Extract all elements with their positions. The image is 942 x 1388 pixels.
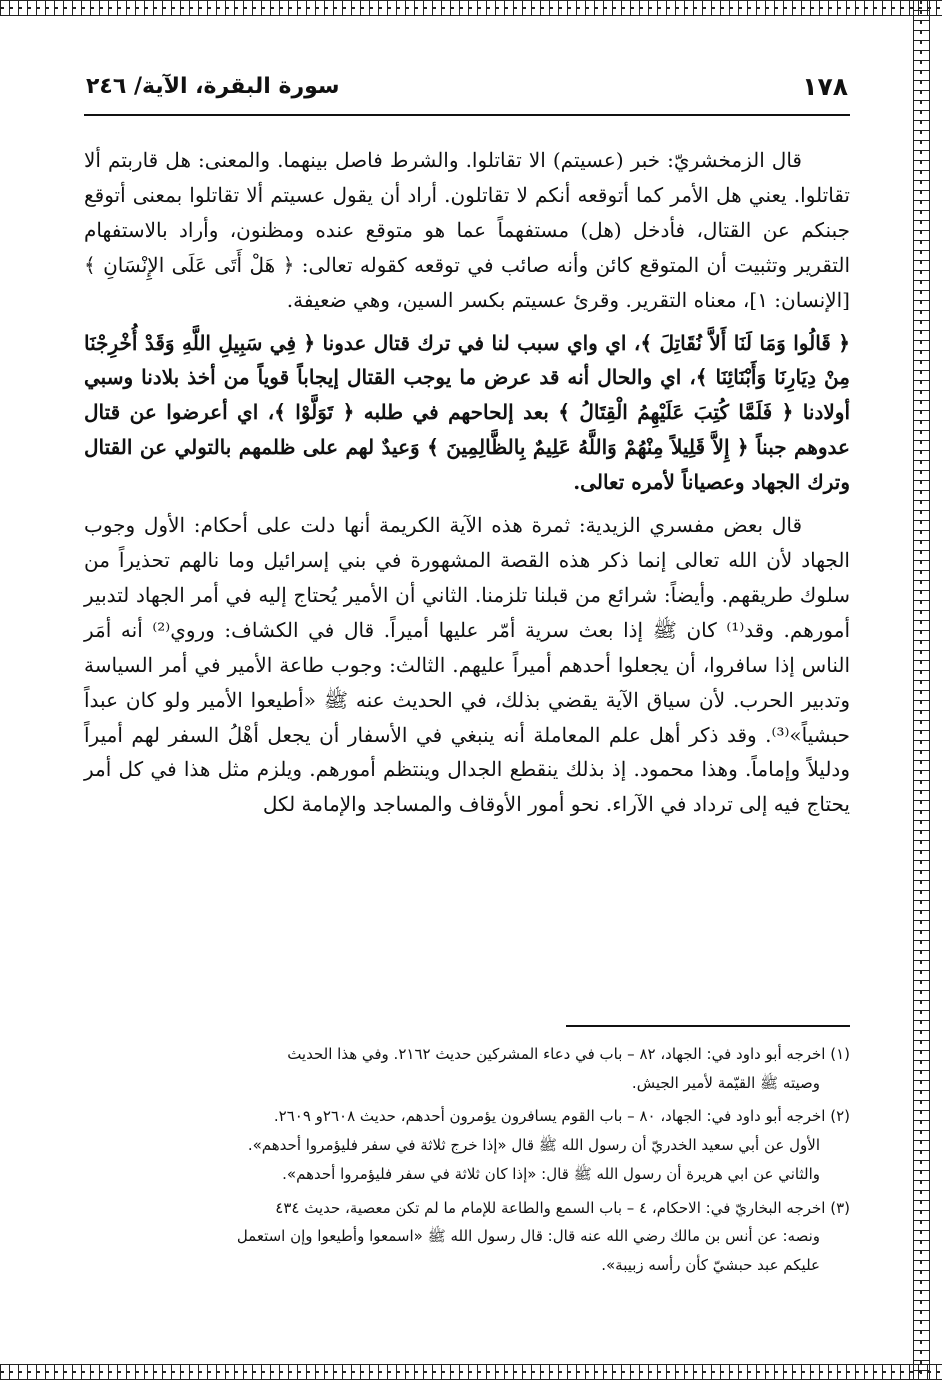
footnote-3-line-1: (٣) اخرجه البخاريّ في: الاحكام، ٤ – باب السمع والطاعة للإمام ما لم تكن معصية، حديث ٤٣٤ xyxy=(275,1198,850,1217)
footnote-3 xyxy=(84,1194,850,1280)
top-ornamental-border xyxy=(0,0,942,16)
footnote-1 xyxy=(84,1040,850,1097)
footnote-2-line-1: (٢) اخرجه أبو داود في: الجهاد، ٨٠ – باب القوم يسافرون يؤمرون أحدهم، حديث ٢٦٠٨و ٢٦٠٩. xyxy=(273,1107,850,1126)
page-header xyxy=(84,70,850,116)
right-ornamental-border xyxy=(913,0,930,1380)
footnote-1-line-1: (١) اخرجه أبو داود في: الجهاد، ٨٢ – باب في دعاء المشركين حديث ٢١٦٢. وفي هذا الحديث xyxy=(287,1045,850,1063)
footnote-3-line-2: ونصه: عن أنس بن مالك رضي الله عنه قال: قال رسول الله ﷺ «اسمعوا وأطيعوا وإن استعمل xyxy=(236,1227,820,1246)
main-text xyxy=(84,143,850,830)
footnote-1-line-2: وصيته ﷺ القيّمة لأمير الجيش. xyxy=(631,1073,820,1092)
footnote-2 xyxy=(84,1102,850,1188)
footnote-2-line-3: والثاني عن ابي هريرة أن رسول الله ﷺ قال: «إذا كان ثلاثة في سفر فليؤمروا أحدهم». xyxy=(282,1164,820,1183)
footnote-separator xyxy=(566,1025,850,1027)
footnote-2-line-2: الأول عن أبي سعيد الخدريّ أن رسول الله ﷺ قال «إذا خرج ثلاثة في سفر فليؤمروا أحدهم». xyxy=(247,1136,820,1155)
running-title: سورة البقرة، الآية/ ٢٤٦ xyxy=(86,74,340,99)
paragraph-zaydi-rulings: قال بعض مفسري الزيدية: ثمرة هذه الآية الكريمة أنها دلت على أحكام: الأول وجوب الجهاد لأن الله تعالى إنما ذكر هذه القصة المشهورة في بني إسرائيل وما نالهم تحذيراً من سلوك طريقهم. وأيضاً: شرائع من قبلنا تلزمنا. الثاني أن الأمير يُحتاج إليه في أمر الجهاد لتدبير أمورهم. وقد⁽¹⁾ كان ﷺ إذا بعث سرية أمّر عليها أميراً. قال في الكشاف: وروي⁽²⁾ أنه أمَر الناس إذا سافروا، أن يجعلوا أحدهم أميراً عليهم. الثالث: وجوب طاعة الأمير في أمر السياسة وتدبير الحرب. لأن سياق الآية يقضي بذلك، في الحديث عنه ﷺ «أطيعوا الأمير ولو كان عبداً حبشياً»⁽³⁾. وقد ذكر أهل علم المعاملة أنه ينبغي في الأسفار أن يجعل أهْلُ السفر لهم أميراً ودليلاً وإماماً. وهذا محمود. إذ بذلك ينقطع الجدال وينتظم أمورهم. ويلزم مثل هذا في كل أمر يحتاج فيه إلى ترداد في الآراء. نحو أمور الأوقاف والمساجد والإمامة لكل xyxy=(84,513,851,817)
bottom-ornamental-border xyxy=(0,1364,942,1380)
paragraph-zamakhshari: قال الزمخشريّ: خبر (عسيتم) الا تقاتلوا. والشرط فاصل بينهما. والمعنى: هل قاربتم ألا تقاتلوا. يعني هل الأمر كما أتوقعه أنكم لا تقاتلون. أراد أن يقول عسيتم ألا تقاتلوا بمعنى أتوقع جبنكم عن القتال، فأدخل (هل) مستفهماً عما هو متوقع عنده ومظنون، وأراد بالاستفهام التقرير وتثبيت أن المتوقع كائن وأنه صائب في توقعه كقوله تعالى: ﴿ هَلْ أَتَى عَلَى الإِنْسَانِ ﴾[الإنسان: ١]، معناه التقرير. وقرئ عسيتم بكسر السين، وهي ضعيفة. xyxy=(84,148,850,312)
paragraph-quran-commentary: ﴿ قَالُوا وَمَا لَنَا أَلاَّ نُقَاتِلَ ﴾، اي واي سبب لنا في ترك قتال عدونا ﴿ فِي سَبِيلِ اللَّهِ وَقَدْ أُخْرِجْنَا مِنْ دِيَارِنَا وَأَبْنَائِنَا ﴾، اي والحال أنه قد عرض ما يوجب القتال إيجاباً قوياً من أخذ بلادنا وسبي أولادنا ﴿ فَلَمَّا كُتِبَ عَلَيْهِمُ الْقِتَالُ ﴾ بعد إلحاحهم في طلبه ﴿ تَوَلَّوْا ﴾، اي أعرضوا عن قتال عدوهم جبناً ﴿ إِلاَّ قَلِيلاً مِنْهُمْ وَاللَّهُ عَلِيمٌ بِالظَّالِمِينَ ﴾ وَعيدٌ لهم على ظلمهم بالتولي عن القتال وترك الجهاد وعصياناً لأمره تعالى. xyxy=(84,330,850,495)
page-number: ١٧٨ xyxy=(802,72,848,101)
footnotes xyxy=(84,1040,850,1285)
footnote-3-line-3: عليكم عبد حبشيّ كأن رأسه زبيبة». xyxy=(601,1255,820,1274)
